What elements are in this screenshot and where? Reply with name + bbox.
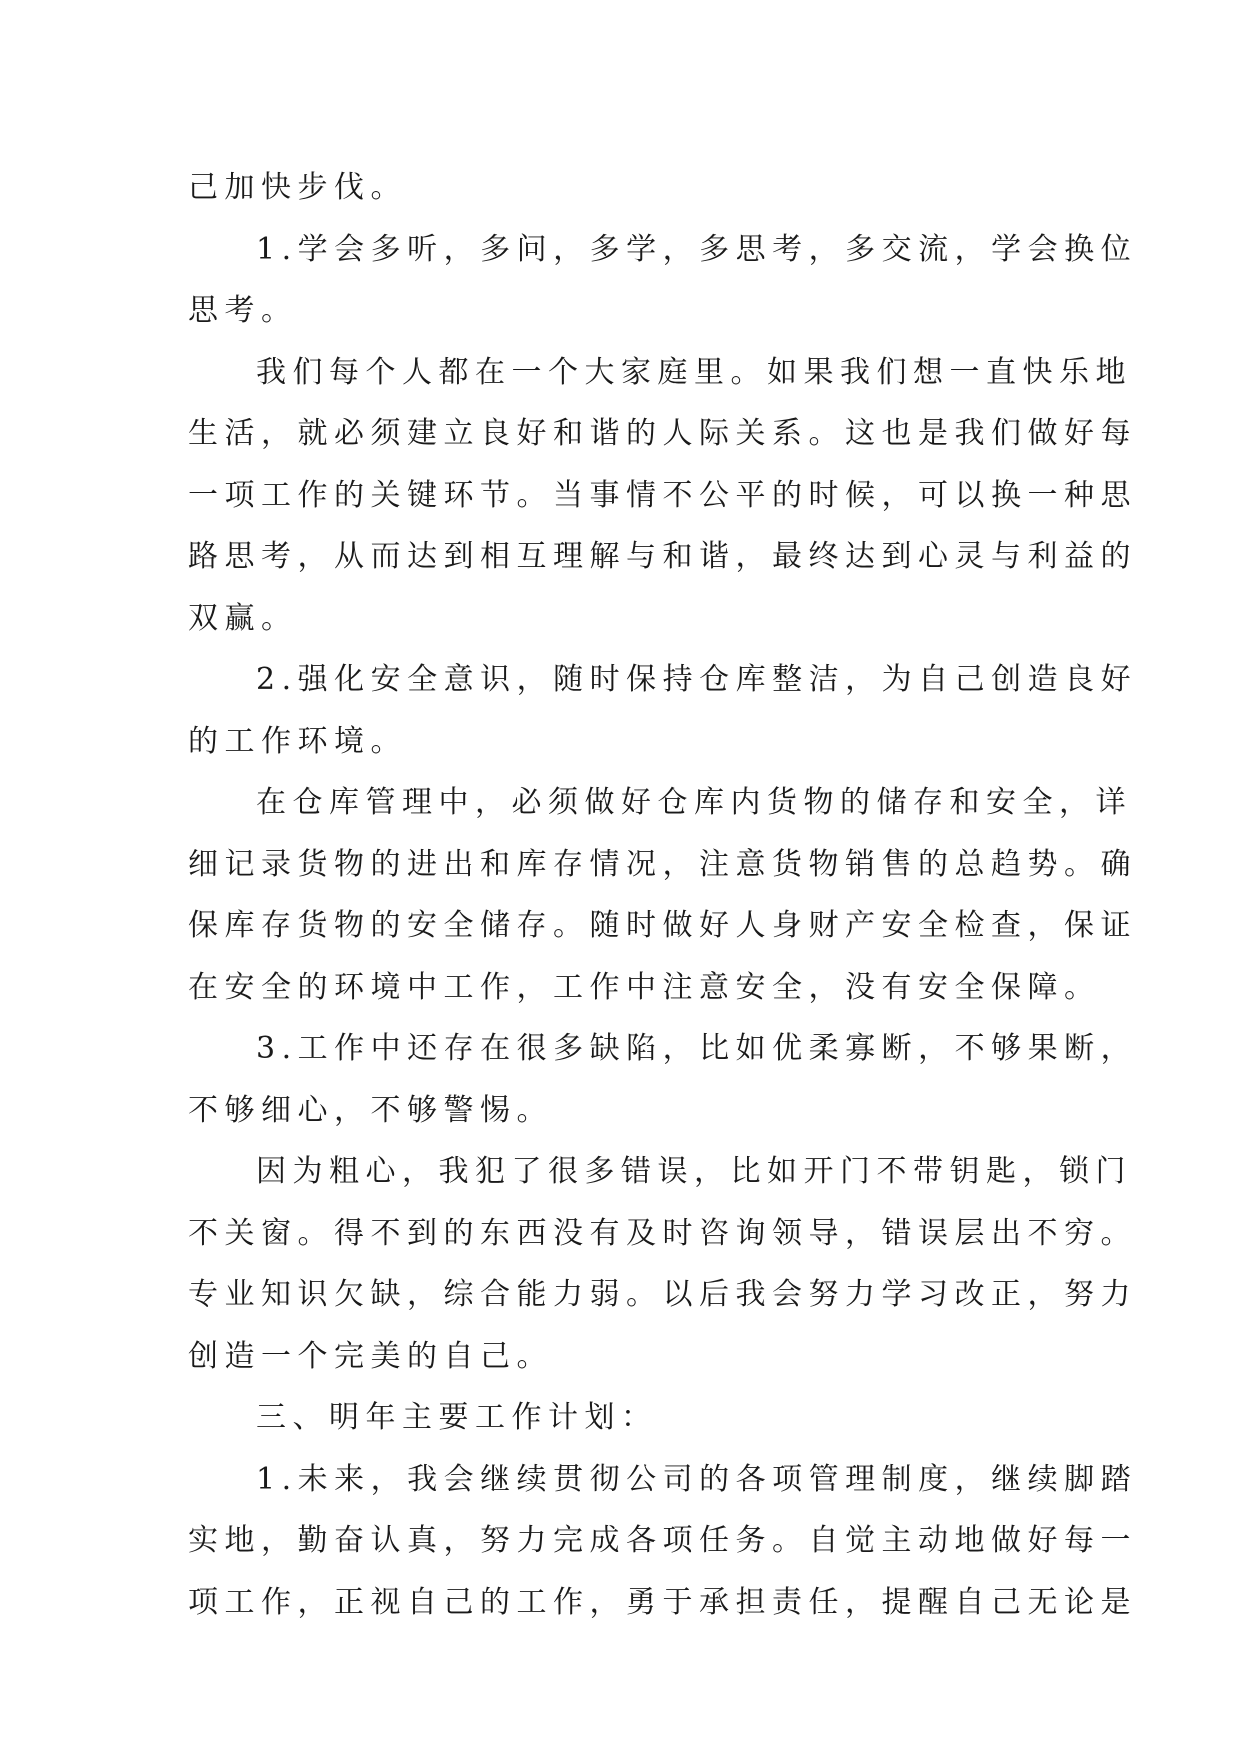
text-line: 我们每个人都在一个大家庭里。如果我们想一直快乐地: [256, 354, 1132, 390]
text-line: 3.工作中还存在很多缺陷，比如优柔寡断，不够果断，: [256, 1031, 1138, 1066]
text-line: 在仓库管理中，必须做好仓库内货物的储存和安全，详: [256, 785, 1132, 820]
text-line: 的工作环境。: [188, 723, 407, 759]
text-line: 不够细心，不够警惕。: [188, 1092, 553, 1128]
text-line: 路思考，从而达到相互理解与和谐，最终达到心灵与利益的: [188, 539, 1137, 574]
text-line: 在安全的环境中工作，工作中注意安全，没有安全保障。: [188, 969, 1101, 1005]
text-line: 双赢。: [188, 600, 298, 636]
text-line: 专业知识欠缺，综合能力弱。以后我会努力学习改正，努力: [188, 1277, 1137, 1312]
text-line: 保库存货物的安全储存。随时做好人身财产安全检查，保证: [188, 908, 1137, 943]
text-line: 生活，就必须建立良好和谐的人际关系。这也是我们做好每: [188, 416, 1137, 451]
text-line: 己加快步伐。: [188, 170, 407, 205]
text-line: 2.强化安全意识，随时保持仓库整洁，为自己创造良好: [256, 662, 1138, 697]
text-line: 1.未来，我会继续贯彻公司的各项管理制度，继续脚踏: [256, 1461, 1138, 1497]
text-line: 一项工作的关键环节。当事情不公平的时候，可以换一种思: [188, 477, 1137, 513]
text-line: 细记录货物的进出和库存情况，注意货物销售的总趋势。确: [188, 846, 1137, 882]
document-body: [188, 157, 1138, 1633]
text-line: 项工作，正视自己的工作，勇于承担责任，提醒自己无论是: [188, 1584, 1137, 1620]
text-line: 三、明年主要工作计划：: [256, 1400, 658, 1435]
text-line: 创造一个完美的自己。: [188, 1338, 553, 1374]
text-line: 实地，勤奋认真，努力完成各项任务。自觉主动地做好每一: [188, 1523, 1137, 1558]
text-line: 思考。: [188, 293, 298, 328]
text-line: 不关窗。得不到的东西没有及时咨询领导，错误层出不穷。: [188, 1215, 1137, 1251]
text-line: 因为粗心，我犯了很多错误，比如开门不带钥匙，锁门: [256, 1154, 1132, 1189]
text-line: 1.学会多听，多问，多学，多思考，多交流，学会换位: [256, 231, 1138, 267]
